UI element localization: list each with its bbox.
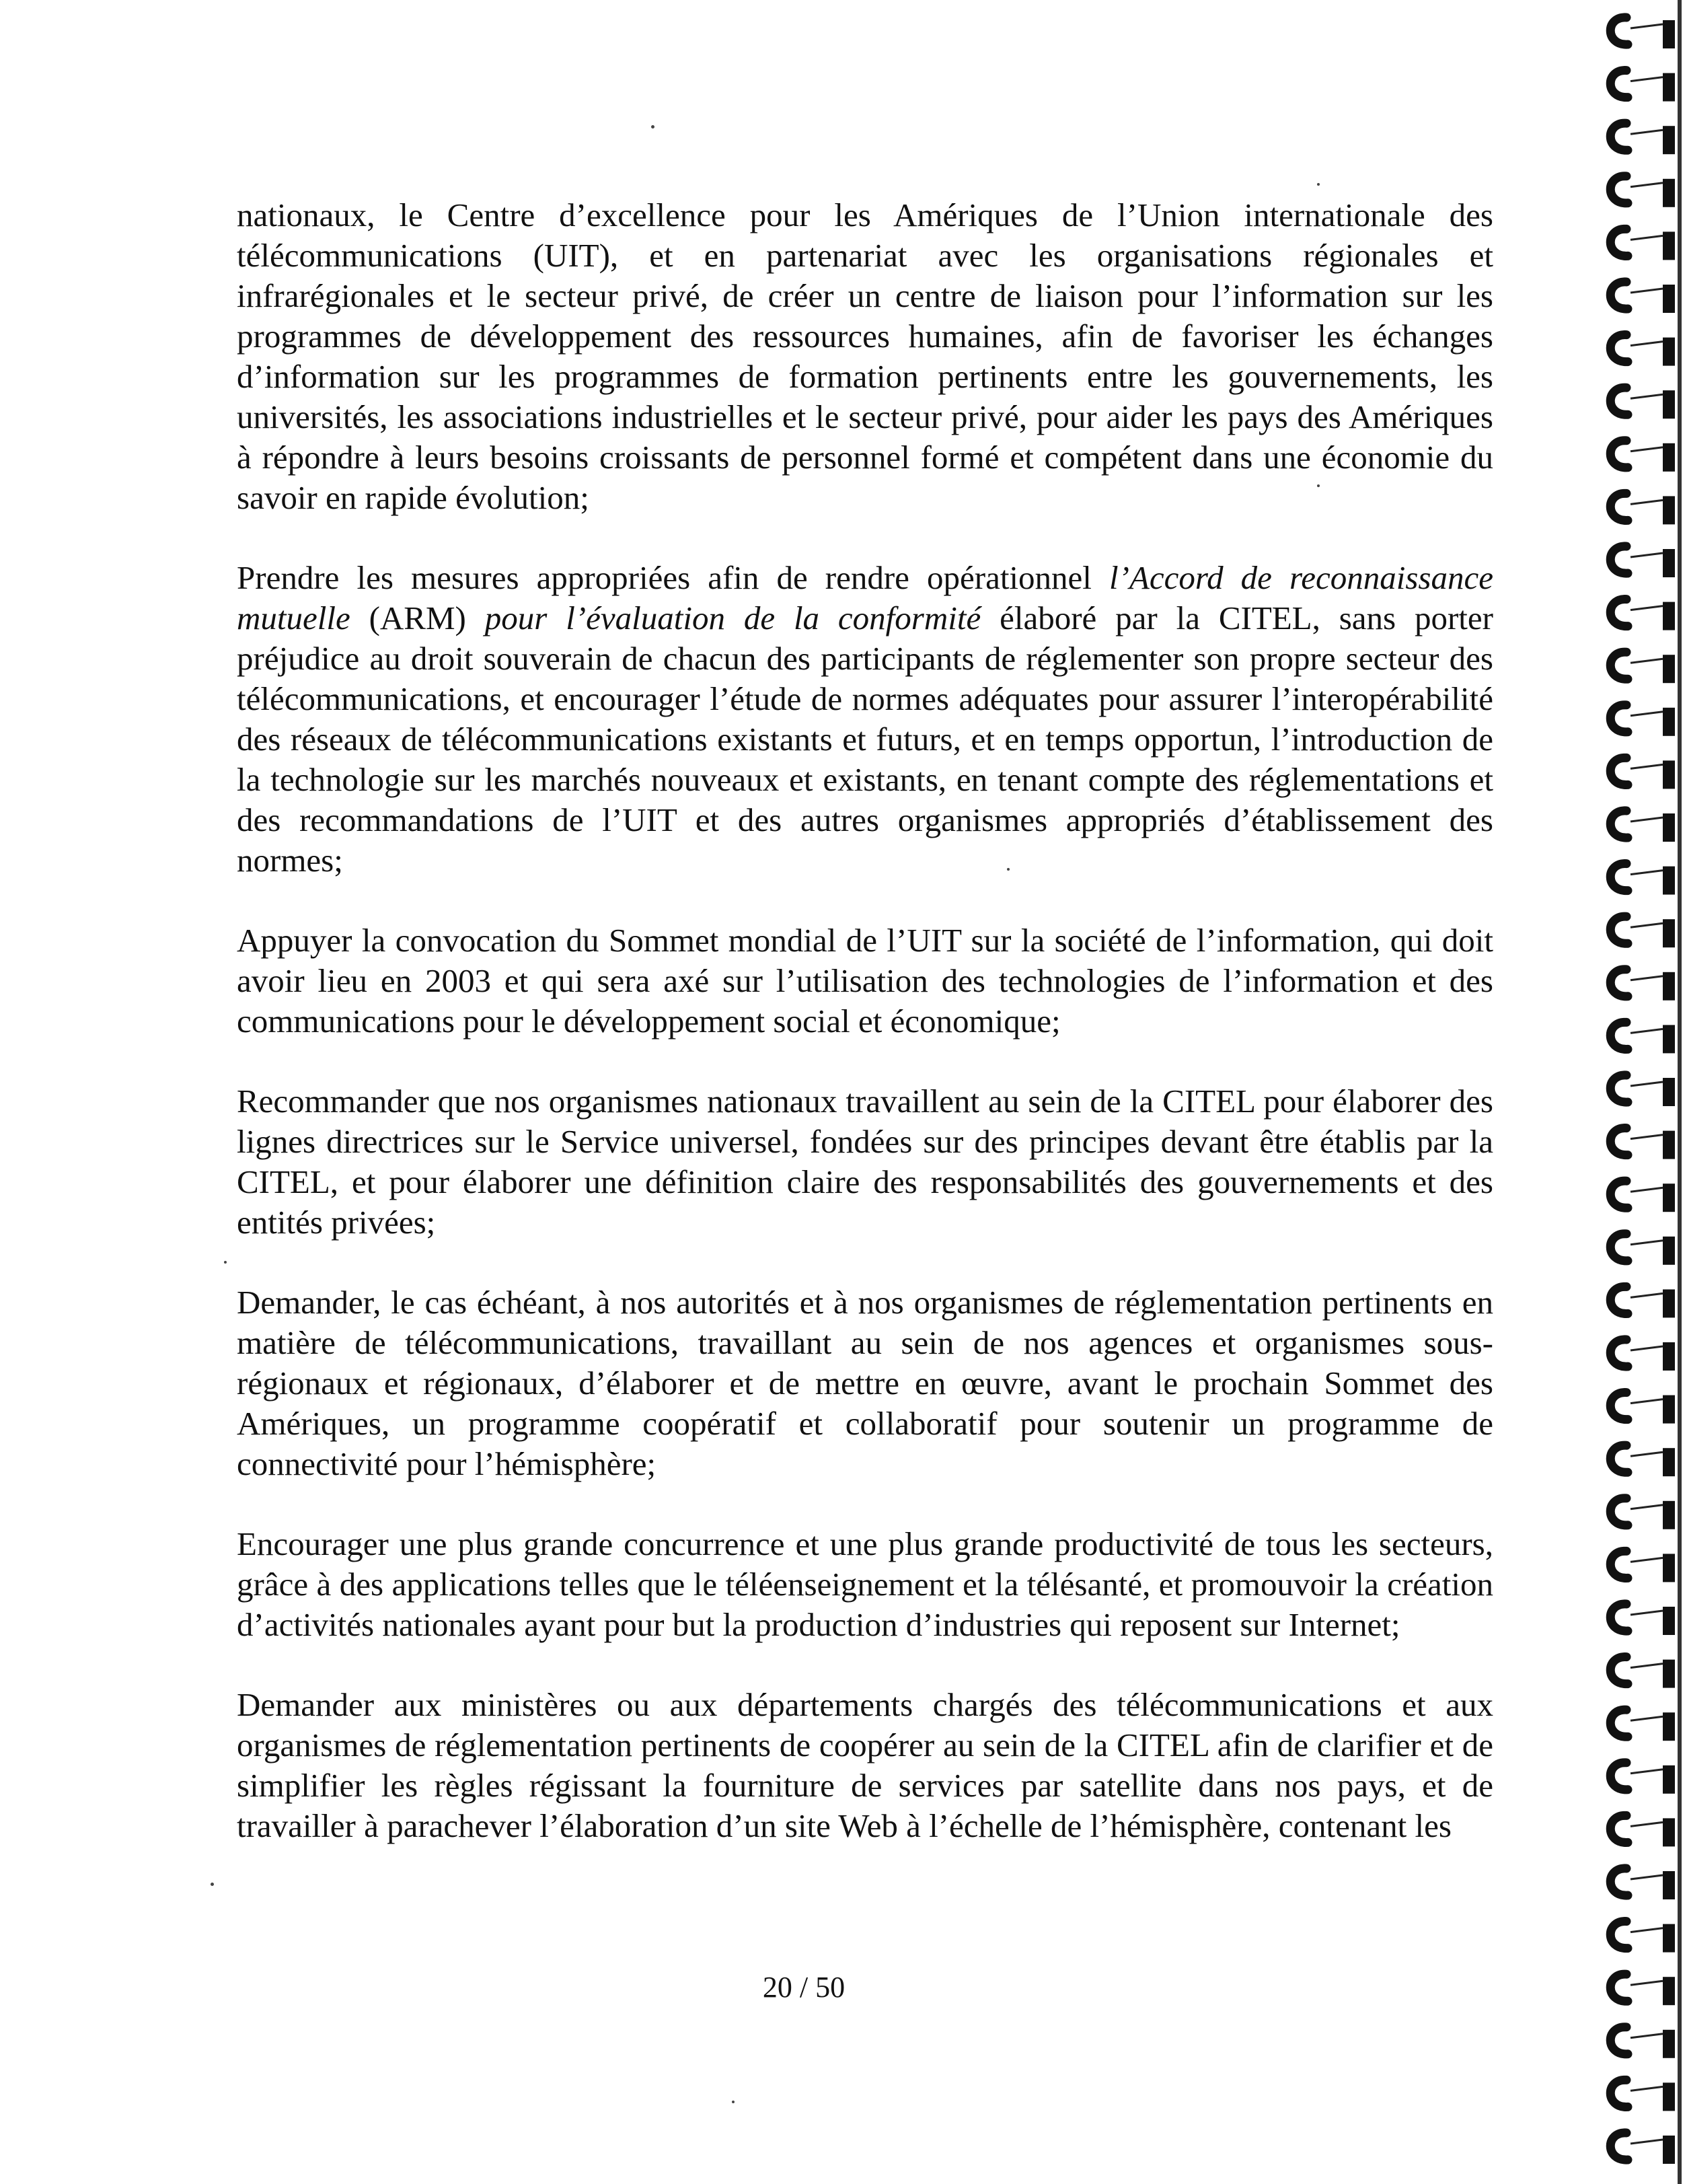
spiral-coil bbox=[1610, 1498, 1675, 1529]
spiral-coil bbox=[1610, 229, 1675, 260]
paragraph-7: Demander aux ministères ou aux départements chargés des télécommunications et aux organismes de réglementation pertinents de coopérer au sein de la CITEL afin de clarifier et de simplifier les règles régissant la fourniture de services par satellite dans nos pays, et de travailler à parachever l’élaboration d’un site Web à l’échelle de l’hémisphère, contenant les bbox=[237, 1686, 1493, 1844]
page-number: 20 / 50 bbox=[762, 1971, 846, 2004]
paragraph-5: Demander, le cas échéant, à nos autorités et à nos organismes de réglementation pertinents en matière de télécommunications, travaillant au sein de nos agences et organismes sous-régionaux et régionaux, d’élaborer et de mettre en œuvre, avant le prochain Sommet des Amériques, un programme coopératif et collaboratif pour soutenir un programme de connectivité pour l’hémisphère; bbox=[237, 1284, 1493, 1482]
spiral-coil bbox=[1610, 2133, 1675, 2164]
italic-conformity-title: pour l’évaluation de la conformité bbox=[484, 599, 981, 636]
spiral-coil bbox=[1610, 493, 1675, 524]
spiral-coil bbox=[1610, 1022, 1675, 1053]
spiral-coil bbox=[1610, 123, 1675, 154]
spiral-coil bbox=[1610, 1128, 1675, 1159]
spiral-coil bbox=[1610, 1657, 1675, 1688]
paragraph-6: Encourager une plus grande concurrence et une plus grande productivité de tous les secteurs, grâce à des applications telles que le téléenseignement et la télésanté, et promouvoir la création d’activités nationales ayant pour but la production d’industries qui reposent sur Internet; bbox=[237, 1525, 1493, 1643]
spiral-coil bbox=[1610, 1815, 1675, 1846]
spiral-coil bbox=[1610, 652, 1675, 683]
spiral-coil bbox=[1610, 864, 1675, 895]
spiral-coil bbox=[1610, 282, 1675, 313]
spiral-coil bbox=[1610, 1922, 1675, 1953]
spiral-coil bbox=[1610, 811, 1675, 842]
scan-speck bbox=[732, 2101, 735, 2103]
spiral-coil bbox=[1610, 1234, 1675, 1265]
spiral-coil bbox=[1610, 1445, 1675, 1476]
scan-speck bbox=[224, 1261, 227, 1264]
spiral-coil bbox=[1610, 1763, 1675, 1794]
spiral-coil bbox=[1610, 1551, 1675, 1582]
paragraph-4: Recommander que nos organismes nationaux travaillent au sein de la CITEL pour élaborer des lignes directrices sur le Service universel, fondées sur des principes devant être établis par la CITEL, et pour élaborer une définition claire des responsabilités des gouvernements et des entités privées; bbox=[237, 1083, 1493, 1241]
scan-speck bbox=[651, 125, 654, 129]
scan-speck bbox=[1317, 484, 1320, 487]
spiral-coil bbox=[1610, 17, 1675, 48]
spiral-coil bbox=[1610, 2027, 1675, 2058]
spiral-coil bbox=[1610, 1393, 1675, 1424]
paragraph-1: nationaux, le Centre d’excellence pour les Amériques de l’Union internationale des télécommunications (UIT), et en partenariat avec les organisations régionales et infrarégionales et le secteur privé, de créer un centre de liaison pour l’information sur les programmes de développement des ressources humaines, afin de favoriser les échanges d’information sur les programmes de formation pertinents entre les gouvernements, les universités, les associations industrielles et le secteur privé, pour aider les pays des Amériques à répondre à leurs besoins croissants de personnel formé et compétent dans une économie du savoir en rapide évolution; bbox=[237, 196, 1493, 516]
paragraph-2: Prendre les mesures appropriées afin de rendre opérationnel l’Accord de reconnaissance mutuelle (ARM) pour l’évaluation de la conformité élaboré par la CITEL, sans porter préjudice au droit souverain de chacun des participants de réglementer son propre secteur des télécommunications, et encourager l’étude de normes adéquates pour assurer l’interopérabilité des réseaux de télécommunications existants et futurs, et en temps opportun, l’introduction de la technologie sur les marchés nouveaux et existants, en tenant compte des réglementations et des recommandations de l’UIT et des autres organismes appropriés d’établissement des normes; bbox=[237, 559, 1493, 879]
spiral-coil bbox=[1610, 1604, 1675, 1635]
spiral-coil bbox=[1610, 71, 1675, 102]
paragraph-3: Appuyer la convocation du Sommet mondial de l’UIT sur la société de l’information, qui doit avoir lieu en 2003 et qui sera axé sur l’utilisation des technologies de l’information et des communications pour le développement social et économique; bbox=[237, 922, 1493, 1040]
spiral-coil bbox=[1610, 1974, 1675, 2005]
spiral-coil bbox=[1610, 705, 1675, 736]
scan-speck bbox=[1007, 868, 1010, 871]
spiral-coil bbox=[1610, 1868, 1675, 1899]
spiral-coil bbox=[1610, 1075, 1675, 1106]
spiral-coil bbox=[1610, 388, 1675, 418]
spiral-binding-image bbox=[1593, 0, 1687, 2184]
page-edge bbox=[1678, 0, 1682, 2184]
body-text bbox=[237, 195, 1493, 1886]
spiral-coil bbox=[1610, 1710, 1675, 1741]
spiral-coil bbox=[1610, 441, 1675, 472]
spiral-coil bbox=[1610, 758, 1675, 789]
spiral-coil bbox=[1610, 1286, 1675, 1317]
spiral-coil bbox=[1610, 970, 1675, 1000]
scan-speck bbox=[211, 1883, 214, 1886]
spiral-coil bbox=[1610, 176, 1675, 207]
scan-speck bbox=[1317, 183, 1320, 186]
spiral-coil bbox=[1610, 335, 1675, 366]
spiral-coil bbox=[1610, 1181, 1675, 1212]
spiral-coil bbox=[1610, 546, 1675, 577]
italic-accord-title: l’Accord de reconnaissance mutuelle bbox=[237, 559, 1493, 636]
spiral-coil bbox=[1610, 1340, 1675, 1371]
spiral-coil bbox=[1610, 2080, 1675, 2111]
spiral-coil bbox=[1610, 599, 1675, 630]
spiral-coil bbox=[1610, 916, 1675, 947]
